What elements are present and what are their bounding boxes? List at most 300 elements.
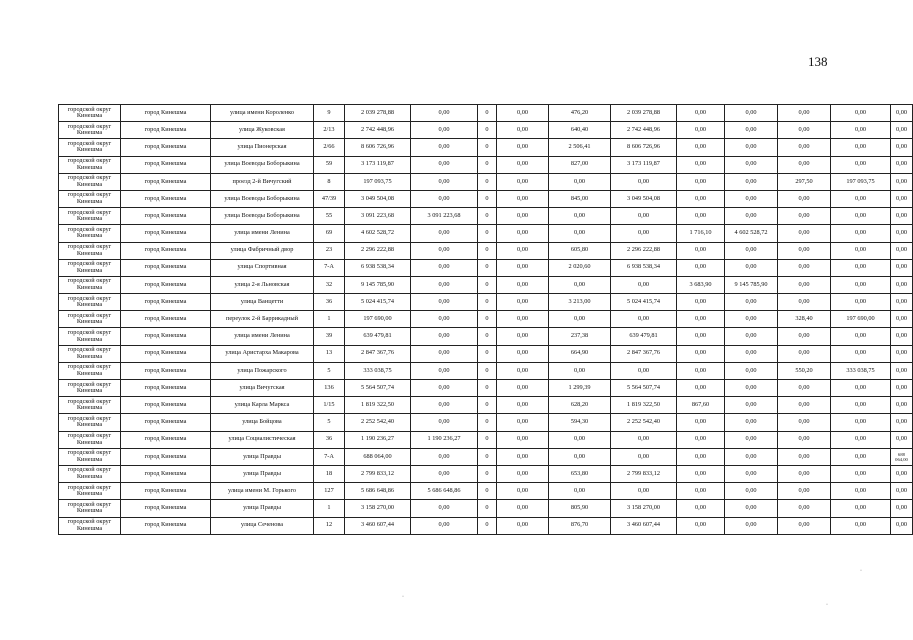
area-cell: 0,00 (677, 448, 725, 465)
table-row (59, 105, 913, 122)
municipal-district-cell: городской округ Кинешма (59, 105, 121, 122)
value-cell: 0,00 (411, 414, 478, 431)
value-cell: 0,00 (725, 465, 778, 482)
table-row (59, 225, 913, 242)
municipal-district-cell: городской округ Кинешма (59, 362, 121, 379)
city-cell: город Кинешма (121, 259, 211, 276)
value-cell: 0,00 (725, 156, 778, 173)
area-cell: 2 506,41 (549, 139, 611, 156)
area-cell: 3 683,90 (677, 276, 725, 293)
house-number-cell: 47/39 (314, 190, 345, 207)
house-number-cell: 55 (314, 208, 345, 225)
value-cell: 0,00 (497, 105, 549, 122)
municipal-district-cell: городской округ Кинешма (59, 380, 121, 397)
value-cell: 5 564 507,74 (611, 380, 677, 397)
city-cell: город Кинешма (121, 431, 211, 448)
table-row (59, 328, 913, 345)
area-cell: 0,00 (549, 208, 611, 225)
street-cell: улица Правды (211, 500, 314, 517)
table-row (59, 190, 913, 207)
area-cell: 297,50 (778, 173, 831, 190)
street-cell: улица имени М. Горького (211, 483, 314, 500)
value-cell: 0,00 (831, 414, 891, 431)
house-number-cell: 1 (314, 311, 345, 328)
value-cell: 0,00 (725, 311, 778, 328)
value-cell: 0,00 (725, 173, 778, 190)
street-cell: переулок 2-й Баррикадный (211, 311, 314, 328)
area-cell: 0,00 (778, 465, 831, 482)
count-cell: 0 (478, 380, 497, 397)
area-cell: 0,00 (677, 328, 725, 345)
area-cell: 0,00 (677, 362, 725, 379)
area-cell: 0,00 (778, 380, 831, 397)
municipal-district-cell: городской округ Кинешма (59, 397, 121, 414)
value-cell: 0,00 (497, 156, 549, 173)
city-cell: город Кинешма (121, 276, 211, 293)
table-row (59, 259, 913, 276)
value-cell: 0,00 (725, 345, 778, 362)
municipal-district-cell: городской округ Кинешма (59, 122, 121, 139)
street-cell: улица имени Короленко (211, 105, 314, 122)
count-cell: 0 (478, 448, 497, 465)
value-cell: 1 190 236,27 (411, 431, 478, 448)
city-cell: город Кинешма (121, 380, 211, 397)
value-cell: 0,00 (891, 173, 913, 190)
value-cell: 0,00 (891, 139, 913, 156)
municipal-district-cell: городской округ Кинешма (59, 311, 121, 328)
city-cell: город Кинешма (121, 328, 211, 345)
total-cost-cell: 2 252 542,40 (345, 414, 411, 431)
value-cell: 0,00 (831, 156, 891, 173)
value-cell: 2 742 448,96 (611, 122, 677, 139)
count-cell: 0 (478, 345, 497, 362)
total-cost-cell: 2 296 222,88 (345, 242, 411, 259)
city-cell: город Кинешма (121, 294, 211, 311)
street-cell: улица Пионерская (211, 139, 314, 156)
total-cost-cell: 3 173 119,87 (345, 156, 411, 173)
count-cell: 0 (478, 517, 497, 534)
value-cell: 0,00 (831, 500, 891, 517)
total-cost-cell: 2 847 367,76 (345, 345, 411, 362)
total-cost-cell: 688 064,00 (345, 448, 411, 465)
area-cell: 0,00 (778, 122, 831, 139)
value-cell: 0,00 (411, 448, 478, 465)
total-cost-cell: 639 479,81 (345, 328, 411, 345)
value-cell: 2 296 222,88 (611, 242, 677, 259)
value-cell: 0,00 (497, 328, 549, 345)
count-cell: 0 (478, 431, 497, 448)
value-cell: 0,00 (497, 259, 549, 276)
street-cell: проезд 2-й Вичугский (211, 173, 314, 190)
value-cell: 0,00 (891, 397, 913, 414)
municipal-district-cell: городской округ Кинешма (59, 448, 121, 465)
municipal-district-cell: городской округ Кинешма (59, 414, 121, 431)
value-cell: 0,00 (725, 105, 778, 122)
capital-repair-register-table (58, 104, 913, 535)
value-cell: 0,00 (411, 517, 478, 534)
value-cell: 0,00 (497, 500, 549, 517)
value-cell: 0,00 (891, 362, 913, 379)
value-cell: 0,00 (497, 414, 549, 431)
value-cell: 639 479,81 (611, 328, 677, 345)
value-cell: 0,00 (725, 190, 778, 207)
count-cell: 0 (478, 328, 497, 345)
area-cell: 594,30 (549, 414, 611, 431)
municipal-district-cell: городской округ Кинешма (59, 242, 121, 259)
count-cell: 0 (478, 190, 497, 207)
city-cell: город Кинешма (121, 225, 211, 242)
count-cell: 0 (478, 208, 497, 225)
value-cell: 0,00 (891, 500, 913, 517)
area-cell: 2 020,60 (549, 259, 611, 276)
city-cell: город Кинешма (121, 362, 211, 379)
area-cell: 0,00 (677, 259, 725, 276)
street-cell: улица Правды (211, 465, 314, 482)
table-row (59, 397, 913, 414)
municipal-district-cell: городской округ Кинешма (59, 328, 121, 345)
table-row (59, 465, 913, 482)
street-cell: улица Пожарского (211, 362, 314, 379)
municipal-district-cell: городской округ Кинешма (59, 345, 121, 362)
value-cell: 0,00 (831, 397, 891, 414)
area-cell: 476,20 (549, 105, 611, 122)
value-cell: 0,00 (725, 122, 778, 139)
value-cell: 0,00 (831, 380, 891, 397)
value-cell: 0,00 (611, 362, 677, 379)
area-cell: 0,00 (778, 500, 831, 517)
value-cell: 0,00 (411, 500, 478, 517)
value-cell: 0,00 (891, 294, 913, 311)
total-cost-cell: 197 690,00 (345, 311, 411, 328)
table-row (59, 139, 913, 156)
value-cell: 0,00 (725, 139, 778, 156)
value-cell: 0,00 (611, 225, 677, 242)
table-row (59, 414, 913, 431)
street-cell: улица Воеводы Боборыкина (211, 190, 314, 207)
total-cost-cell: 2 799 833,12 (345, 465, 411, 482)
area-cell: 0,00 (778, 276, 831, 293)
value-cell: 0,00 (891, 414, 913, 431)
value-cell: 0,00 (725, 208, 778, 225)
value-cell: 0,00 (411, 105, 478, 122)
area-cell: 0,00 (549, 448, 611, 465)
area-cell: 0,00 (778, 259, 831, 276)
value-cell: 333 038,75 (831, 362, 891, 379)
value-cell: 0,00 (891, 190, 913, 207)
value-cell: 0,00 (831, 345, 891, 362)
area-cell: 0,00 (677, 294, 725, 311)
value-cell: 0,00 (831, 294, 891, 311)
house-number-cell: 13 (314, 345, 345, 362)
municipal-district-cell: городской округ Кинешма (59, 276, 121, 293)
street-cell: улица Жуковская (211, 122, 314, 139)
city-cell: город Кинешма (121, 465, 211, 482)
table-row (59, 380, 913, 397)
value-cell: 0,00 (831, 242, 891, 259)
count-cell: 0 (478, 139, 497, 156)
table-row (59, 294, 913, 311)
city-cell: город Кинешма (121, 122, 211, 139)
area-cell: 605,80 (549, 242, 611, 259)
total-cost-cell: 1 819 322,50 (345, 397, 411, 414)
value-cell: 0,00 (411, 294, 478, 311)
total-cost-cell: 3 091 223,68 (345, 208, 411, 225)
municipal-district-cell: городской округ Кинешма (59, 431, 121, 448)
value-cell: 0,00 (497, 483, 549, 500)
area-cell: 0,00 (778, 190, 831, 207)
value-cell: 0,00 (611, 173, 677, 190)
total-cost-cell: 3 460 607,44 (345, 517, 411, 534)
table-row (59, 448, 913, 465)
municipal-district-cell: городской округ Кинешма (59, 190, 121, 207)
count-cell: 0 (478, 414, 497, 431)
table-row (59, 362, 913, 379)
municipal-district-cell: городской округ Кинешма (59, 465, 121, 482)
count-cell: 0 (478, 105, 497, 122)
city-cell: город Кинешма (121, 311, 211, 328)
value-cell: 0,00 (891, 208, 913, 225)
house-number-cell: 127 (314, 483, 345, 500)
city-cell: город Кинешма (121, 414, 211, 431)
total-cost-cell: 197 093,75 (345, 173, 411, 190)
street-cell: улица Аристарха Макарова (211, 345, 314, 362)
area-cell: 628,20 (549, 397, 611, 414)
house-number-cell: 36 (314, 294, 345, 311)
area-cell: 0,00 (677, 139, 725, 156)
value-cell: 2 799 833,12 (611, 465, 677, 482)
value-cell: 0,00 (497, 276, 549, 293)
area-cell: 640,40 (549, 122, 611, 139)
value-cell: 0,00 (411, 156, 478, 173)
value-cell: 0,00 (831, 259, 891, 276)
value-cell: 0,00 (831, 483, 891, 500)
value-cell: 0,00 (497, 345, 549, 362)
area-cell: 0,00 (778, 345, 831, 362)
value-cell: 3 460 607,44 (611, 517, 677, 534)
area-cell: 0,00 (549, 225, 611, 242)
total-cost-cell: 3 049 504,08 (345, 190, 411, 207)
area-cell: 827,00 (549, 156, 611, 173)
total-cost-cell: 333 038,75 (345, 362, 411, 379)
area-cell: 0,00 (778, 448, 831, 465)
city-cell: город Кинешма (121, 242, 211, 259)
value-cell: 197 690,00 (831, 311, 891, 328)
value-cell: 0,00 (891, 483, 913, 500)
area-cell: 0,00 (677, 190, 725, 207)
area-cell: 664,90 (549, 345, 611, 362)
street-cell: улица Спортивная (211, 259, 314, 276)
count-cell: 0 (478, 276, 497, 293)
city-cell: город Кинешма (121, 517, 211, 534)
area-cell: 0,00 (677, 500, 725, 517)
value-cell: 0,00 (411, 259, 478, 276)
value-cell: 0,00 (725, 294, 778, 311)
street-cell: улица Карла Маркса (211, 397, 314, 414)
table-row (59, 483, 913, 500)
area-cell: 0,00 (778, 517, 831, 534)
value-cell: 0,00 (831, 122, 891, 139)
value-cell: 0,00 (831, 105, 891, 122)
value-cell: 0,00 (497, 208, 549, 225)
area-cell: 0,00 (549, 173, 611, 190)
municipal-district-cell: городской округ Кинешма (59, 517, 121, 534)
value-cell: 0,00 (411, 122, 478, 139)
area-cell: 653,80 (549, 465, 611, 482)
value-cell: 0,00 (725, 483, 778, 500)
city-cell: город Кинешма (121, 156, 211, 173)
value-cell: 0,00 (891, 276, 913, 293)
city-cell: город Кинешма (121, 345, 211, 362)
total-cost-cell: 2 742 448,96 (345, 122, 411, 139)
area-cell: 876,70 (549, 517, 611, 534)
house-number-cell: 1 (314, 500, 345, 517)
area-cell: 0,00 (778, 156, 831, 173)
table-row (59, 242, 913, 259)
count-cell: 0 (478, 294, 497, 311)
value-cell: 0,00 (891, 225, 913, 242)
value-cell: 0,00 (497, 517, 549, 534)
total-cost-cell: 5 686 648,86 (345, 483, 411, 500)
street-cell: улица Бойцова (211, 414, 314, 431)
area-cell: 0,00 (677, 345, 725, 362)
total-cost-cell: 3 158 270,00 (345, 500, 411, 517)
value-cell: 0,00 (891, 259, 913, 276)
total-cost-cell: 5 024 415,74 (345, 294, 411, 311)
scan-speck: · (402, 594, 404, 600)
value-cell: 0,00 (497, 397, 549, 414)
total-cost-cell: 1 190 236,27 (345, 431, 411, 448)
area-cell: 0,00 (677, 380, 725, 397)
value-cell: 0,00 (411, 311, 478, 328)
area-cell: 0,00 (677, 105, 725, 122)
value-cell: 0,00 (411, 190, 478, 207)
value-cell: 0,00 (411, 242, 478, 259)
value-cell: 0,00 (831, 448, 891, 465)
area-cell: 0,00 (778, 139, 831, 156)
area-cell: 0,00 (778, 294, 831, 311)
street-cell: улица 2-я Льновская (211, 276, 314, 293)
value-cell: 0,00 (497, 465, 549, 482)
area-cell: 867,60 (677, 397, 725, 414)
value-cell: 0,00 (611, 431, 677, 448)
value-cell: 0,00 (411, 362, 478, 379)
area-cell: 0,00 (778, 208, 831, 225)
value-cell: 0,00 (891, 311, 913, 328)
house-number-cell: 2/13 (314, 122, 345, 139)
table-row (59, 517, 913, 534)
house-number-cell: 8 (314, 173, 345, 190)
count-cell: 0 (478, 225, 497, 242)
value-cell: 2 039 278,88 (611, 105, 677, 122)
area-cell: 0,00 (677, 465, 725, 482)
value-cell: 0,00 (411, 225, 478, 242)
house-number-cell: 9 (314, 105, 345, 122)
total-cost-cell: 5 564 507,74 (345, 380, 411, 397)
area-cell: 0,00 (778, 225, 831, 242)
value-cell: 197 093,75 (831, 173, 891, 190)
value-cell: 0,00 (411, 345, 478, 362)
value-cell: 0,00 (611, 276, 677, 293)
count-cell: 0 (478, 259, 497, 276)
total-cost-cell: 8 606 726,96 (345, 139, 411, 156)
area-cell: 0,00 (549, 362, 611, 379)
house-number-cell: 5 (314, 414, 345, 431)
street-cell: улица Правды (211, 448, 314, 465)
house-number-cell: 7-А (314, 448, 345, 465)
value-cell: 0,00 (831, 517, 891, 534)
street-cell: улица Вичугская (211, 380, 314, 397)
table-row (59, 276, 913, 293)
total-cost-cell: 9 145 785,90 (345, 276, 411, 293)
value-cell: 0,00 (891, 431, 913, 448)
count-cell: 0 (478, 156, 497, 173)
value-cell: 0,00 (831, 225, 891, 242)
area-cell: 0,00 (778, 414, 831, 431)
value-cell: 0,00 (725, 414, 778, 431)
area-cell: 0,00 (677, 311, 725, 328)
area-cell: 328,40 (778, 311, 831, 328)
value-cell: 0,00 (725, 328, 778, 345)
value-cell: 0,00 (831, 139, 891, 156)
value-cell: 0,00 (891, 517, 913, 534)
house-number-cell: 69 (314, 225, 345, 242)
city-cell: город Кинешма (121, 139, 211, 156)
city-cell: город Кинешма (121, 397, 211, 414)
table-row (59, 173, 913, 190)
table-row (59, 208, 913, 225)
area-cell: 0,00 (778, 242, 831, 259)
value-cell: 1 819 322,50 (611, 397, 677, 414)
count-cell: 0 (478, 465, 497, 482)
area-cell: 0,00 (677, 173, 725, 190)
value-cell: 0,00 (497, 431, 549, 448)
value-cell: 0,00 (725, 431, 778, 448)
table-row (59, 431, 913, 448)
value-cell: 3 173 119,87 (611, 156, 677, 173)
value-cell: 0,00 (497, 173, 549, 190)
value-cell: 0,00 (497, 190, 549, 207)
table-row (59, 122, 913, 139)
table-body (59, 105, 913, 535)
value-cell: 0,00 (411, 465, 478, 482)
value-cell: 5 024 415,74 (611, 294, 677, 311)
area-cell: 0,00 (549, 311, 611, 328)
area-cell: 0,00 (677, 483, 725, 500)
count-cell: 0 (478, 483, 497, 500)
house-number-cell: 23 (314, 242, 345, 259)
table-row (59, 311, 913, 328)
house-number-cell: 59 (314, 156, 345, 173)
value-cell: 0,00 (411, 276, 478, 293)
municipal-district-cell: городской округ Кинешма (59, 483, 121, 500)
value-cell: 0,00 (831, 465, 891, 482)
house-number-cell: 1/15 (314, 397, 345, 414)
municipal-district-cell: городской округ Кинешма (59, 156, 121, 173)
area-cell: 237,38 (549, 328, 611, 345)
street-cell: улица Социалистическая (211, 431, 314, 448)
area-cell: 0,00 (778, 105, 831, 122)
house-number-cell: 12 (314, 517, 345, 534)
street-cell: улица Воеводы Боборыкина (211, 208, 314, 225)
area-cell: 0,00 (677, 156, 725, 173)
value-cell: 0,00 (611, 311, 677, 328)
value-cell: 0,00 (831, 276, 891, 293)
value-cell: 4 602 528,72 (725, 225, 778, 242)
table-row (59, 345, 913, 362)
area-cell: 550,20 (778, 362, 831, 379)
value-cell: 0,00 (891, 380, 913, 397)
page-number: 138 (808, 54, 828, 69)
